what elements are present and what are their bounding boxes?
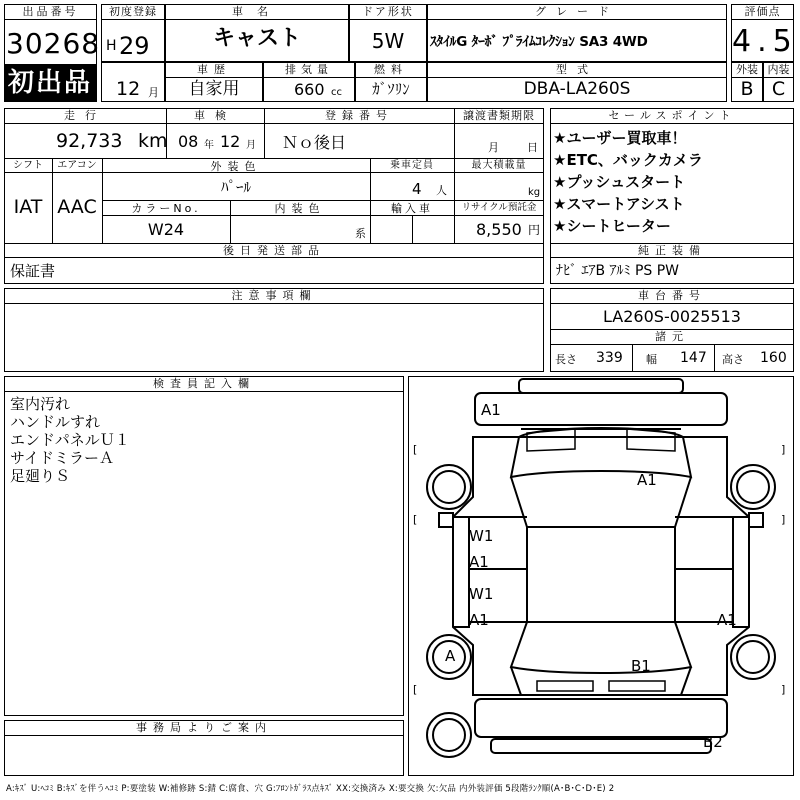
fuel-label: 燃料 xyxy=(356,63,426,78)
fuel-cell xyxy=(355,62,427,102)
chassis-number: LA260S-0025513 xyxy=(603,307,741,326)
exterior-color: ﾊﾟｰﾙ xyxy=(220,178,251,196)
bracket-right-2: ] xyxy=(781,513,786,526)
dimensions-label: 諸元 xyxy=(655,330,689,343)
bracket-left-1: [ xyxy=(413,443,418,456)
interior-color-label: 内装色 xyxy=(274,202,326,215)
registration-label: 登録番号 xyxy=(325,109,393,122)
width-label: 幅 xyxy=(646,353,657,366)
displacement-unit: cc xyxy=(331,87,342,98)
displacement-cell xyxy=(263,62,355,102)
car-diagram-svg xyxy=(409,377,793,775)
shift-label: シフト xyxy=(13,160,43,171)
mark-hood: A1 xyxy=(637,471,657,489)
inspection-label: 車検 xyxy=(194,109,236,122)
inspection-year-unit: 年 xyxy=(204,140,214,151)
capacity-unit: 人 xyxy=(436,184,447,197)
office-label: 事務局よりご案内 xyxy=(5,721,403,736)
interior-label: 内装 xyxy=(764,63,793,78)
transfer-month-unit: 月 xyxy=(488,141,499,154)
lot-number-label: 出品番号 xyxy=(5,5,96,20)
equipment: ﾅﾋﾞ ｴｱB ｱﾙﾐ PS PW xyxy=(556,263,680,279)
aircon: AAC xyxy=(57,196,97,218)
mark-right-rear-door: A1 xyxy=(717,611,737,629)
mark-rear-roof: B1 xyxy=(631,657,651,675)
damage-diagram xyxy=(408,376,794,776)
later-parts-label: 後日発送部品 xyxy=(223,244,325,257)
max-load-label: 最大積載量 xyxy=(471,160,527,171)
grade-label: グレード xyxy=(428,5,726,20)
grade: ｽﾀｲﾙG ﾀｰﾎﾞ ﾌﾟﾗｲﾑｺﾚｸｼｮﾝ SA3 4WD xyxy=(430,34,648,50)
transfer-label: 譲渡書類期限 xyxy=(463,109,535,122)
score-cell xyxy=(731,4,798,62)
score: 4.5 xyxy=(732,24,798,59)
legend: A:ｷｽﾞ U:ﾍｺﾐ B:ｷｽﾞを伴うﾍｺﾐ P:要塗装 W:補修跡 S:錆 C:腐食、穴 G:ﾌﾛﾝﾄｶﾞﾗｽ点ｷｽﾞ XX:交換済み X:要交換 欠:欠品 内外装評価 5段階ﾗﾝｸ順(A･B･C･D･E) 2 xyxy=(6,784,615,794)
transfer-day-unit: 日 xyxy=(527,141,538,154)
bracket-right-3: ] xyxy=(781,683,786,696)
history-label: 車歴 xyxy=(166,63,262,78)
inspector-note-3: エンドパネルＵ１ xyxy=(10,431,130,449)
shift: IAT xyxy=(13,196,43,218)
interior-color-unit: 系 xyxy=(355,227,366,240)
lot-number: 30268 xyxy=(6,27,101,60)
mark-left-front-door-w: W1 xyxy=(469,527,494,545)
inspector-note-5: 足廻りＳ xyxy=(10,467,71,485)
mark-left-rear-door-w: W1 xyxy=(469,585,494,603)
exterior-color-label: 外装色 xyxy=(210,160,262,173)
first-registration-year: 29 xyxy=(119,32,150,60)
inspector-note-4: サイドミラーＡ xyxy=(10,449,114,467)
recycle-deposit: 8,550 xyxy=(476,220,522,239)
mark-left-front-door-a: A1 xyxy=(469,553,489,571)
office-block xyxy=(4,720,404,776)
mark-front-bumper: A1 xyxy=(481,401,501,419)
car-name-cell xyxy=(165,4,349,62)
inspector-label: 検査員記入欄 xyxy=(5,377,403,392)
history-cell xyxy=(165,62,263,102)
interior-grade: C xyxy=(771,78,786,100)
month-unit: 月 xyxy=(148,86,159,99)
first-registration-label: 初度登録 xyxy=(102,5,164,20)
sales-point-4: ★スマートアシスト xyxy=(553,195,685,213)
history: 自家用 xyxy=(188,79,240,99)
chassis-label: 車台番号 xyxy=(638,289,706,302)
model-label: 型式 xyxy=(428,63,726,78)
sales-point-5: ★シートヒーター xyxy=(553,217,671,235)
mark-rear-bumper: B2 xyxy=(703,733,723,751)
car-name: キャスト xyxy=(212,26,301,51)
model-cell xyxy=(427,62,727,102)
length-label: 長さ xyxy=(555,353,577,366)
displacement: 660 xyxy=(294,80,325,99)
bracket-left-2: [ xyxy=(413,513,418,526)
height-label: 高さ xyxy=(722,353,744,366)
max-load-unit: kg xyxy=(528,187,541,198)
capacity-label: 乗車定員 xyxy=(390,160,434,171)
mark-left-rear-wheel: A xyxy=(445,647,456,665)
width: 147 xyxy=(680,350,707,366)
score-label: 評価点 xyxy=(732,5,793,20)
sales-point-2: ★ETC、バックカメラ xyxy=(553,151,703,169)
inspection-month-unit: 月 xyxy=(246,140,256,151)
inspection-month: 12 xyxy=(220,132,241,151)
model: DBA-LA260S xyxy=(523,79,631,99)
first-registration-month: 12 xyxy=(116,78,141,100)
bracket-left-3: [ xyxy=(413,683,418,696)
grade-cell xyxy=(427,4,727,62)
exterior-label: 外装 xyxy=(732,63,762,78)
height: 160 xyxy=(760,350,787,366)
color-number: W24 xyxy=(147,220,185,239)
mileage-unit: km xyxy=(138,130,168,152)
sales-points-label: セールスポイント xyxy=(551,109,793,124)
recycle-label: リサイクル預託金 xyxy=(461,202,537,213)
notes-label: 注意事項欄 xyxy=(5,289,543,304)
recycle-unit: 円 xyxy=(528,223,541,237)
interior-grade-cell xyxy=(763,62,794,102)
first-listing-badge: 初出品 xyxy=(4,64,96,102)
inspector-note-2: ハンドルすれ xyxy=(10,413,101,431)
mileage-label: 走行 xyxy=(64,109,106,122)
era: H xyxy=(106,38,117,54)
door-cell xyxy=(349,4,427,62)
bracket-right-1: ] xyxy=(781,443,786,456)
sales-point-3: ★プッシュスタート xyxy=(553,173,686,191)
import-label: 輸入車 xyxy=(391,202,433,215)
inspector-note-1: 室内汚れ xyxy=(10,395,71,413)
inspection-year: 08 xyxy=(178,132,199,151)
exterior-grade: B xyxy=(740,78,754,100)
later-parts: 保証書 xyxy=(10,262,56,280)
mileage: 92,733 xyxy=(56,130,123,152)
registration-number: Ｎｏ後日 xyxy=(282,133,347,152)
mark-left-rear-door-a: A1 xyxy=(469,611,489,629)
fuel: ｶﾞｿﾘﾝ xyxy=(372,80,410,98)
door-label: ドア形状 xyxy=(350,5,426,20)
capacity: 4 xyxy=(412,180,422,198)
color-number-label: カラーNo. xyxy=(131,202,201,215)
equipment-label: 純正装備 xyxy=(638,244,706,257)
exterior-grade-cell xyxy=(731,62,763,102)
notes-block xyxy=(4,288,544,372)
ac-label: エアコン xyxy=(57,160,97,171)
sales-point-1: ★ユーザー買取車！ xyxy=(553,129,687,147)
displacement-label: 排気量 xyxy=(264,63,354,78)
length: 339 xyxy=(596,350,623,366)
door-type: 5W xyxy=(371,29,405,53)
car-name-label: 車名 xyxy=(166,5,348,20)
